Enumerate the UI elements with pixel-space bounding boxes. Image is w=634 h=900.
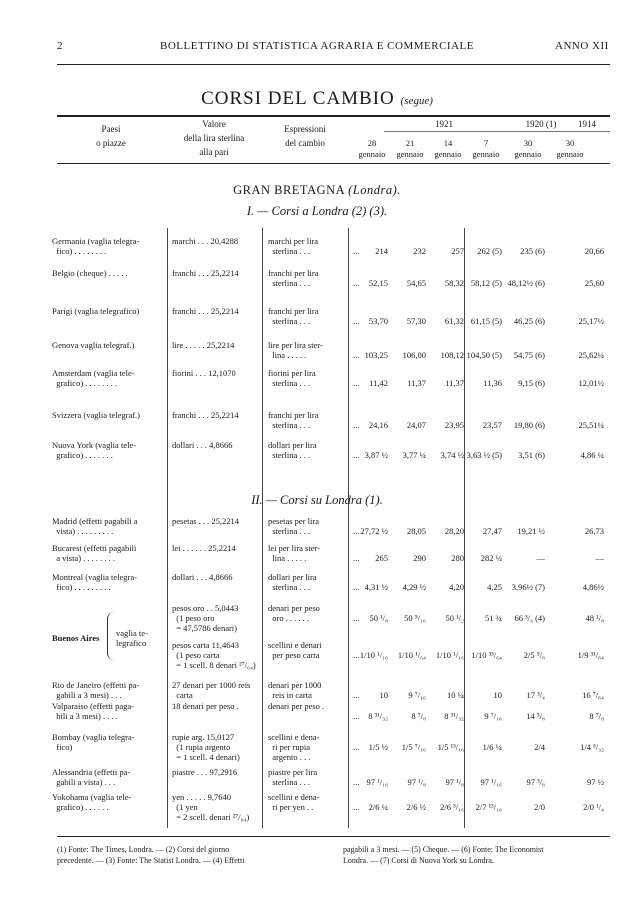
row-valore: 27 denari per 1000 reis carta: [172, 680, 251, 700]
table-cell: 50 ⁵/₁₆: [404, 613, 426, 623]
table-cell: 52,15: [368, 278, 388, 288]
row-dots: ...: [353, 582, 360, 592]
table-cell: 2/0 ¹/₄: [583, 802, 604, 812]
table-cell: 48 ¹/₈: [585, 613, 604, 623]
table-cell: 2/7 ¹³/₁₆: [475, 802, 502, 812]
table-cell: 1/5 ½: [368, 742, 388, 752]
table-cell: 4,29 ½: [402, 582, 426, 592]
table-cell: 1/10 ¹/₁₆: [359, 650, 388, 660]
row-dots: ...: [353, 378, 360, 388]
col-valore: Valore della lira sterlina alla pari: [183, 119, 245, 157]
table-cell: 27,47: [482, 526, 502, 536]
table-cell: 11,36: [483, 378, 502, 388]
table-cell: 1/10 ¹/₆₄: [397, 650, 426, 660]
row-espressione: scellini e dena- ri per yen . .: [268, 792, 320, 812]
table-cell: 3,74 ½: [440, 450, 464, 460]
table-cell: 1/5 ¹³/₁₆: [437, 742, 464, 752]
table-cell: 10 ¼: [447, 690, 464, 700]
date-header: 28 gennaio: [358, 138, 386, 159]
row-paese: Germania (vaglia telegra- fico) . . . . . . . .: [52, 236, 140, 256]
table-cell: 4,31 ½: [364, 582, 388, 592]
row-valore: pesos oro . . 5,0443 (1 peso oro = 47,5786 denari): [172, 603, 239, 633]
table-cell: 50 ¹/₂: [445, 613, 464, 623]
table-cell: 262 (5): [477, 246, 502, 256]
table-cell: 4,25: [487, 582, 502, 592]
table-cell: 23,95: [444, 420, 464, 430]
date-header: 21 gennaio: [396, 138, 424, 159]
row-valore: dollari . . . 4,8666: [172, 572, 233, 582]
row-valore: lei . . . . . . 25,2214: [172, 543, 236, 553]
row-espressione: franchi per lira sterlina . . .: [268, 306, 319, 326]
table-cell: 4,20: [449, 582, 464, 592]
col-espressioni: Espressioni del cambio: [284, 124, 326, 148]
table-cell: 61,32: [444, 316, 464, 326]
brace: [107, 612, 114, 660]
row-paese: Bucarest (effetti pagabili a vista) . . . . . . . .: [52, 543, 137, 563]
row-espressione: lei per lira ster- lina . . . . .: [268, 543, 320, 563]
table-cell: 2/6 ³/₁₆: [440, 802, 464, 812]
row-paese: Yokohama (vaglia tele- grafico) . . . . . .: [52, 792, 132, 812]
table-cell: 9 ⁷/₁₆: [484, 711, 502, 721]
table-cell: 4,86 ¼: [580, 450, 604, 460]
row-espressione: lire per lira ster- lina . . . . .: [268, 340, 323, 360]
buenos-aires-bracket-text: vaglia te- legrafico: [116, 628, 148, 648]
row-dots: ...: [353, 777, 360, 787]
table-cell: 27,72 ½: [360, 526, 388, 536]
page-number: 2: [57, 40, 63, 52]
table-cell: 51 ¾: [485, 613, 502, 623]
row-dots: ...: [353, 246, 360, 256]
table-cell: 25,60: [584, 278, 604, 288]
row-paese: Svizzera (vaglia telegraf.): [52, 410, 141, 420]
table-cell: 1/6 ¼: [482, 742, 502, 752]
table-cell: 19,80 (6): [513, 420, 545, 430]
table-cell: 97 ¹/₈: [445, 777, 464, 787]
table-cell: 3,63 ½ (5): [466, 450, 502, 460]
table-cell: 58,32: [444, 278, 464, 288]
journal-title: BOLLETTINO DI STATISTICA AGRARIA E COMMERCIALE: [160, 40, 474, 52]
table-cell: —: [536, 553, 545, 563]
table-cell: 1/9 ³¹/₆₄: [577, 650, 604, 660]
row-dots: ...: [353, 613, 360, 623]
row-valore: yen . . . . . 9,7640 (1 yen = 2 scell. denari ²⁷/₆₄): [172, 792, 250, 822]
table-cell: 54,65: [406, 278, 426, 288]
table-cell: 46,25 (6): [513, 316, 545, 326]
table-cell: 11,37: [407, 378, 426, 388]
table-cell: 9 ⁷/₁₆: [408, 690, 426, 700]
row-dots: ...: [353, 420, 360, 430]
table-cell: 2/5 ⁵/₈: [523, 650, 545, 660]
row-espressione: fiorini per lira sterlina . . .: [268, 368, 316, 388]
row-paese: Nuova York (vaglia tele- grafico) . . . . . . .: [52, 440, 137, 460]
table-cell: 54,75 (6): [513, 350, 545, 360]
table-cell: 8 ³¹/₃₂: [368, 711, 388, 721]
row-paese: Genova vaglia telegraf.): [52, 340, 135, 350]
row-dots: ...: [353, 553, 360, 563]
row-dots: ...: [353, 278, 360, 288]
row-paese: Madrid (effetti pagabili a vista) . . . . . . . . .: [52, 516, 138, 536]
table-cell: 12,01½: [578, 378, 604, 388]
row-dots: ...: [353, 350, 360, 360]
table-cell: 97 ³/₈: [526, 777, 545, 787]
row-paese: Alessandria (effetti pa- gabili a vista) . . .: [52, 767, 131, 787]
row-dots: ...: [353, 742, 360, 752]
header-rule: [57, 64, 610, 65]
row-espressione: marchi per lira sterlina . . .: [268, 236, 319, 256]
row-espressione: dollari per lira sterlina . . .: [268, 572, 317, 592]
table-cell: 3,96½ (7): [511, 582, 545, 592]
row-dots: ...: [353, 690, 360, 700]
row-dots: ...: [353, 526, 360, 536]
row-espressione: dollari per lira sterlina . . .: [268, 440, 317, 460]
table-cell: 108,12: [440, 350, 464, 360]
table-cell: 19,21 ½: [517, 526, 545, 536]
year-1921: 1921: [435, 119, 453, 129]
page-title: CORSI DEL CAMBIO (segue): [201, 88, 433, 109]
row-dots: ...: [353, 711, 360, 721]
row-paese: Amsterdam (vaglia tele- grafico) . . . . . . . .: [52, 368, 135, 388]
table-cell: 280: [451, 553, 464, 563]
row-dots: ...: [353, 650, 360, 660]
table-cell: 20,66: [584, 246, 604, 256]
buenos-aires-label: Buenos Aires: [52, 633, 100, 643]
table-cell: 1/5 ⁷/₁₆: [401, 742, 426, 752]
table-cell: 17 ³/₄: [526, 690, 545, 700]
table-cell: 104,50 (5): [466, 350, 502, 360]
table-cell: 57,30: [406, 316, 426, 326]
table-cell: 25,17½: [578, 316, 604, 326]
table-cell: 24,07: [406, 420, 426, 430]
row-valore: fiorini . . . 12,1070: [172, 368, 236, 378]
table-cell: 28,05: [406, 526, 426, 536]
row-espressione: scellini e dena- ri per rupia argento . . .: [268, 732, 320, 762]
row-paese: Belgio (cheque) . . . . .: [52, 268, 128, 278]
table-cell: 25,51¼: [578, 420, 604, 430]
table-cell: 2/0: [534, 802, 545, 812]
footnotes-left: (1) Fonte: The Times, Londra. — (2) Corsi del giorno precedente. — (3) Fonte: The Statist Londra. — (4) Effetti: [57, 845, 245, 865]
table-cell: 257: [451, 246, 464, 256]
table-cell: 3,77 ¼: [402, 450, 426, 460]
table-cell: 28,20: [444, 526, 464, 536]
table-cell: 11,42: [369, 378, 388, 388]
table-cell: 23,57: [482, 420, 502, 430]
row-paese: Rio de Janeiro (effetti pa- gabili a 3 mesi) . . .: [52, 680, 140, 700]
table-cell: 48,12½ (6): [507, 278, 545, 288]
table-cell: 1/10 ³³/₆₄: [471, 650, 502, 660]
row-dots: ...: [353, 802, 360, 812]
header-bottom-rule: [57, 163, 610, 164]
table-cell: 106,00: [402, 350, 426, 360]
row-valore: rupie arg. 15,0127 (1 rupia argento = 1 scell. 4 denari): [172, 732, 240, 762]
row-valore: 18 denari per peso .: [172, 701, 239, 711]
row-dots: ...: [353, 450, 360, 460]
table-cell: 2/6 ¼: [368, 802, 388, 812]
col-paesi: Paesi o piazze: [96, 124, 126, 148]
table-cell: 235 (6): [520, 246, 545, 256]
table-cell: 10: [379, 690, 388, 700]
year-1920: 1920 (1): [525, 119, 557, 129]
table-cell: —: [595, 553, 604, 563]
table-cell: 9,15 (6): [518, 378, 545, 388]
table-cell: 290: [413, 553, 426, 563]
row-valore: dollari . . . 4,8666: [172, 440, 233, 450]
row-paese: Parigi (vaglia telegrafico): [52, 306, 140, 316]
table-cell: 8 ⁷/₈: [411, 711, 426, 721]
table-cell: 61,15 (5): [470, 316, 502, 326]
table-cell: 1/4 ³/₃₂: [580, 742, 604, 752]
row-valore: marchi . . . 20,4288: [172, 236, 239, 246]
table-cell: 50 ¹/₈: [369, 613, 388, 623]
row-valore: franchi . . . 25,2214: [172, 306, 239, 316]
title-rule: [57, 115, 610, 117]
date-header: 7 gennaio: [472, 138, 500, 159]
table-cell: 25,62¼: [578, 350, 604, 360]
table-cell: 26,73: [584, 526, 604, 536]
row-valore: franchi . . . 25,2214: [172, 268, 239, 278]
row-valore: pesos carta 11,4643 (1 peso carta = 1 scell. 8 denari ²⁷/₆₄): [172, 640, 256, 670]
date-header: 30 gennaio: [556, 138, 584, 159]
table-cell: 10: [493, 690, 502, 700]
section1-subtitle: I. — Corsi a Londra (2) (3).: [246, 204, 388, 218]
row-espressione: denari per peso oro . . . . . .: [268, 603, 320, 623]
table-cell: 3,87 ½: [364, 450, 388, 460]
row-paese: Bombay (vaglia telegra- fico): [52, 732, 135, 752]
table-cell: 53,70: [368, 316, 388, 326]
table-cell: 97 ¹/₁₆: [366, 777, 388, 787]
table-cell: 97 ½: [587, 777, 604, 787]
row-espressione: franchi per lira sterlina . . .: [268, 410, 319, 430]
table-cell: 16 ⁷/₆₄: [582, 690, 604, 700]
row-espressione: pesetas per lira sterlina . . .: [268, 516, 319, 536]
row-espressione: denari per peso .: [268, 701, 325, 711]
table-cell: 265: [375, 553, 388, 563]
table-cell: 2/6 ½: [406, 802, 426, 812]
table-cell: 24,16: [368, 420, 388, 430]
row-valore: piastre . . . 97,2916: [172, 767, 238, 777]
table-cell: 8 ³¹/₃₂: [444, 711, 464, 721]
row-espressione: denari per 1000 reis in carta: [268, 680, 322, 700]
table-cell: 232: [413, 246, 426, 256]
table-cell: 3,51 (6): [518, 450, 545, 460]
row-paese: Valparaiso (effetti paga- bili a 3 mesi) . . . .: [52, 701, 134, 721]
table-cell: 282 ½: [480, 553, 502, 563]
table-cell: 2/4: [534, 742, 545, 752]
row-espressione: scellini e denari per peso carta: [268, 640, 322, 660]
table-cell: 4,86½: [582, 582, 604, 592]
year-1914: 1914: [578, 119, 596, 129]
table-cell: 58,12 (5): [470, 278, 502, 288]
table-cell: 97 ¹/₁₆: [480, 777, 502, 787]
table-cell: 14 ⁵/₈: [526, 711, 545, 721]
table-cell: 103,25: [364, 350, 388, 360]
row-valore: pesetas . . . 25,2214: [172, 516, 240, 526]
journal-year: ANNO XII: [555, 40, 609, 52]
table-cell: 1/10 ¹/₁₆: [435, 650, 464, 660]
table-cell: 97 ¹/₈: [407, 777, 426, 787]
date-header: 30 gennaio: [514, 138, 542, 159]
row-valore: franchi . . . 25,2214: [172, 410, 239, 420]
table-cell: 66 ³/₄ (4): [514, 613, 545, 623]
row-espressione: piastre per lira sterlina . . .: [268, 767, 318, 787]
section-title: GRAN BRETAGNA (Londra).: [233, 183, 401, 197]
date-header: 14 gennaio: [434, 138, 462, 159]
table-cell: 8 ⁷/₈: [589, 711, 604, 721]
row-valore: lire . . . . . 25,2214: [172, 340, 235, 350]
row-espressione: franchi per lira sterlina . . .: [268, 268, 319, 288]
row-dots: ...: [353, 316, 360, 326]
row-paese: Montreal (vaglia telegra- fico) . . . . . . . . .: [52, 572, 137, 592]
table-cell: 214: [375, 246, 388, 256]
table-cell: 11,37: [445, 378, 464, 388]
section2-subtitle: II. — Corsi su Londra (1).: [251, 493, 383, 507]
footnotes-right: pagabili a 3 mesi. — (5) Cheque. — (6) Fonte: The Economist Londra. — (7) Corsi di Nuova York su Londra.: [343, 845, 544, 865]
